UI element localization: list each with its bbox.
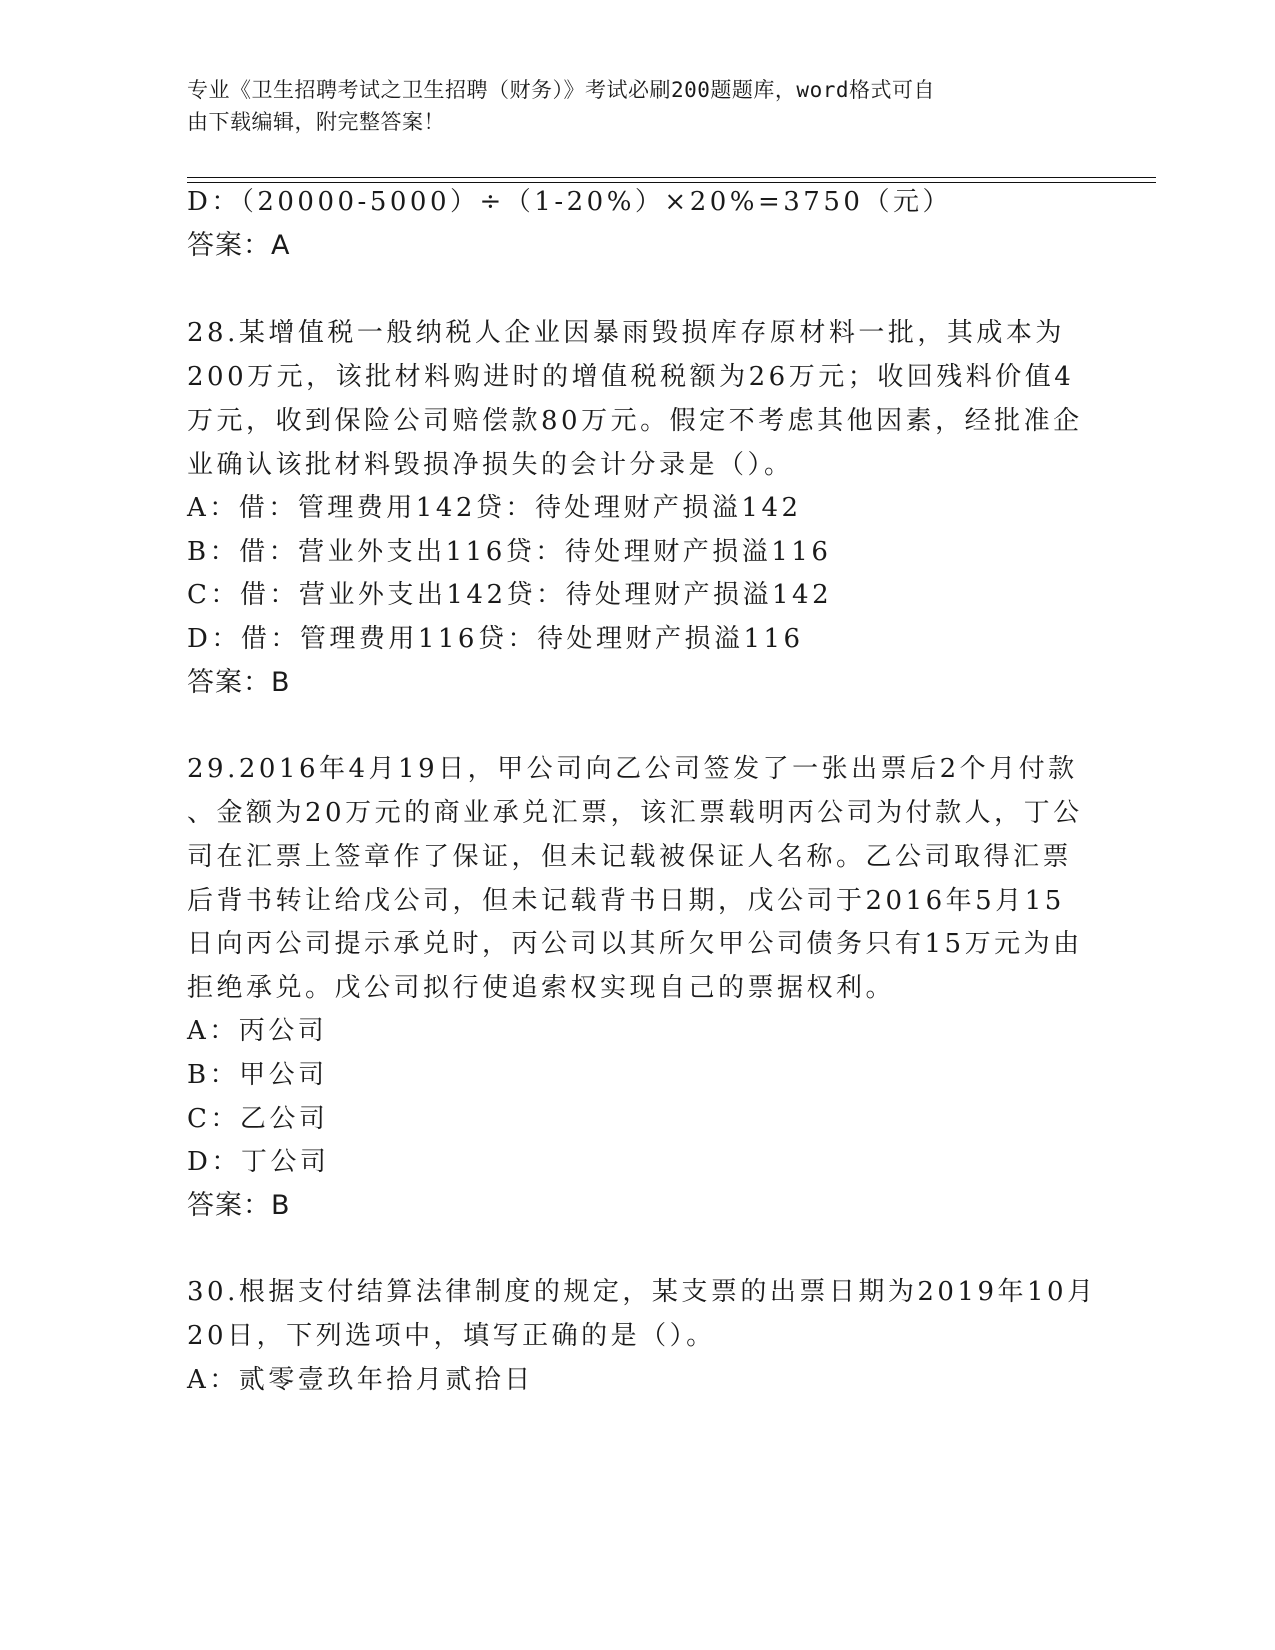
header-divider-bottom (187, 182, 1156, 183)
q29-answer: 答案：B (187, 1190, 291, 1221)
header-line-1: 专业《卫生招聘考试之卫生招聘（财务）》考试必刷200题题库，word格式可自 (187, 78, 935, 102)
q29-option-a: A：丙公司 (187, 1016, 328, 1046)
header-line-2: 由下载编辑，附完整答案！ (187, 110, 445, 134)
q29-stem-line: 后背书转让给戊公司，但未记载背书日期，戊公司于2016年5月15 (187, 886, 1065, 916)
q29-option-d: D：丁公司 (187, 1147, 330, 1177)
q29-option-b: B：甲公司 (187, 1060, 328, 1090)
q28-option-c: C：借：营业外支出142贷：待处理财产损溢142 (187, 580, 833, 610)
q28-answer: 答案：B (187, 667, 291, 698)
q29-stem-line: 29.2016年4月19日，甲公司向乙公司签发了一张出票后2个月付款 (187, 754, 1078, 784)
q29-option-c: C：乙公司 (187, 1104, 329, 1134)
header-divider-top (187, 177, 1156, 178)
q28-option-b: B：借：营业外支出116贷：待处理财产损溢116 (187, 537, 832, 567)
q29-stem-line: 拒绝承兑。戊公司拟行使追索权实现自己的票据权利。 (187, 973, 896, 1003)
q28-stem-line: 业确认该批材料毁损净损失的会计分录是（）。 (187, 450, 794, 480)
q29-stem-line: 司在汇票上签章作了保证，但未记载被保证人名称。乙公司取得汇票 (187, 842, 1073, 872)
q29-stem-line: 、金额为20万元的商业承兑汇票，该汇票载明丙公司为付款人，丁公 (187, 798, 1083, 828)
q28-stem-line: 万元，收到保险公司赔偿款80万元。假定不考虑其他因素，经批准企 (187, 406, 1083, 436)
document-header (187, 74, 1067, 138)
q30-option-a: A：贰零壹玖年拾月贰拾日 (187, 1365, 534, 1395)
q27-answer: 答案：A (187, 230, 291, 261)
q28-option-a: A：借：管理费用142贷：待处理财产损溢142 (187, 493, 802, 523)
q30-stem-line: 20日，下列选项中，填写正确的是（）。 (187, 1321, 716, 1351)
q28-stem-line: 200万元，该批材料购进时的增值税税额为26万元；收回残料价值4 (187, 362, 1075, 392)
q28-stem-line: 28.某增值税一般纳税人企业因暴雨毁损库存原材料一批，其成本为 (187, 318, 1065, 348)
q30-stem-line: 30.根据支付结算法律制度的规定，某支票的出票日期为2019年10月 (187, 1277, 1097, 1307)
q29-stem-line: 日向丙公司提示承兑时，丙公司以其所欠甲公司债务只有15万元为由 (187, 929, 1083, 959)
q28-option-d: D：借：管理费用116贷：待处理财产损溢116 (187, 624, 804, 654)
q27-option-d: D：（20000-5000）÷（1-20%）×20%=3750（元） (187, 187, 952, 217)
